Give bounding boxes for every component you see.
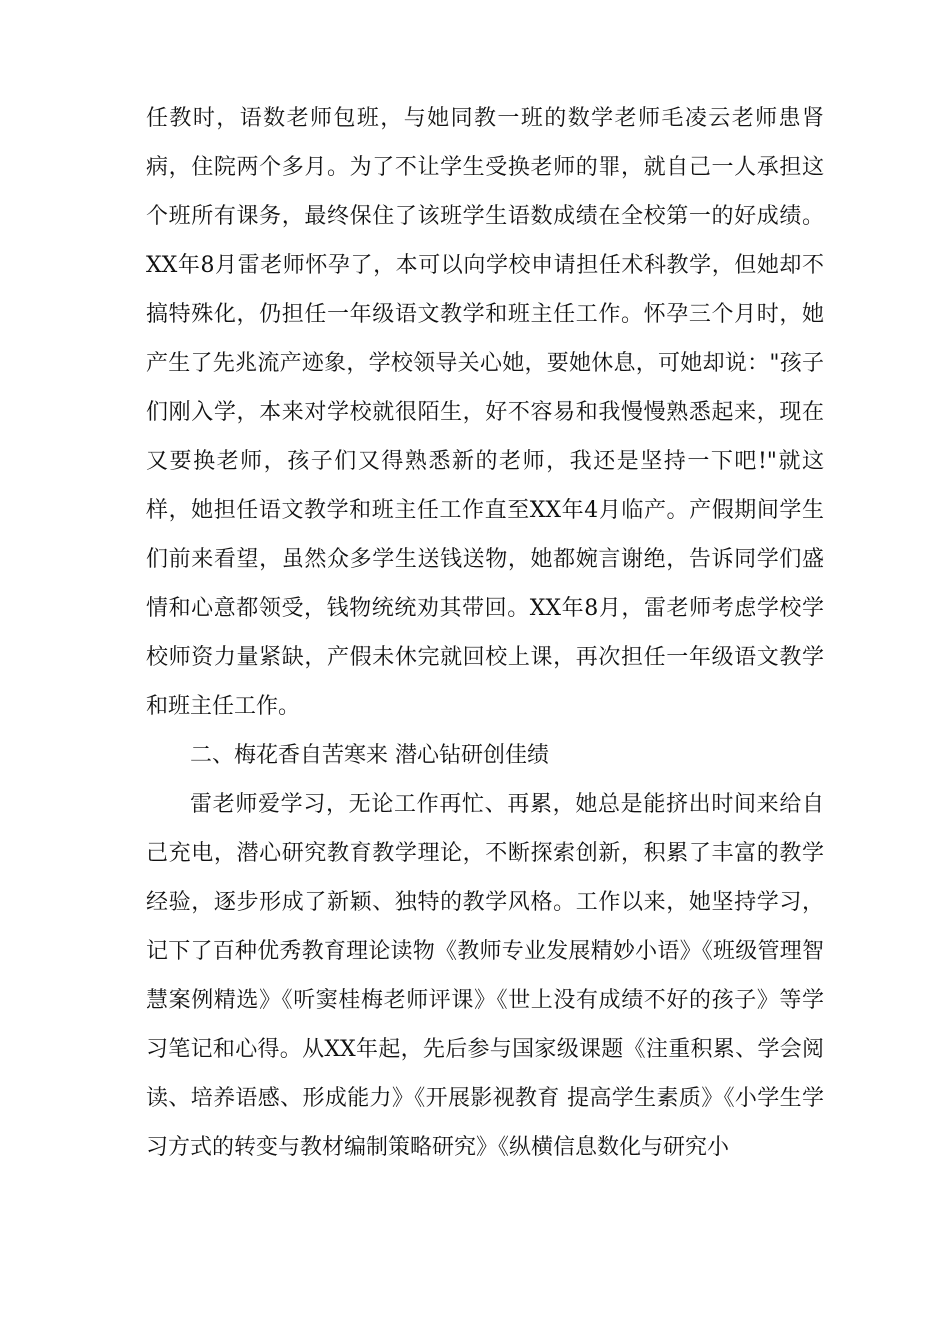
document-body bbox=[146, 94, 824, 1172]
section-heading: 二、梅花香自苦寒来 潜心钻研创佳绩 bbox=[190, 743, 549, 768]
paragraph-continued: 任教时，语数老师包班，与她同教一班的数学老师毛凌云老师患肾病，住院两个多月。为了不让学生受换老师的罪，就自己一人承担这个班所有课务，最终保住了该班学生语数成绩在全校第一的好成绩。 XX年8月雷老师怀孕了，本可以向学校申请担任术科教学，但她却不搞特殊化，仍担任一年级语文教学和班主任工作。怀孕三个月时，她产生了先兆流产迹象，学校领导关心她，要她休息，可她却说："孩子们刚入学，本来对学校就很陌生，好不容易和我慢慢熟悉起来，现在又要换老师，孩子们又得熟悉新的老师，我还是坚持一下吧!"就这样，她担任语文教学和班主任工作直至XX年4月临产。产假期间学生们前来看望，虽然众多学生送钱送物，她都婉言谢绝，告诉同学们盛情和心意都领受，钱物统统劝其带回。XX年8月，雷老师考虑学校学校师资力量紧缺，产假未休完就回校上课，再次担任一年级语文教学和班主任工作。 bbox=[146, 106, 824, 719]
paragraph-study: 雷老师爱学习，无论工作再忙、再累，她总是能挤出时间来给自己充电，潜心研究教育教学理论，不断探索创新，积累了丰富的教学经验，逐步形成了新颖、独特的教学风格。工作以来，她坚持学习，记下了百种优秀教育理论读物《教师专业发展精妙小语》《班级管理智慧案例精选》《听窦桂梅老师评课》《世上没有成绩不好的孩子》等学习笔记和心得。从XX年起，先后参与国家级课题《注重积累、学会阅读、培养语感、形成能力》《开展影视教育 提高学生素质》《小学生学习方式的转变与教材编制策略研究》《纵横信息数化与研究小 bbox=[146, 792, 824, 1160]
